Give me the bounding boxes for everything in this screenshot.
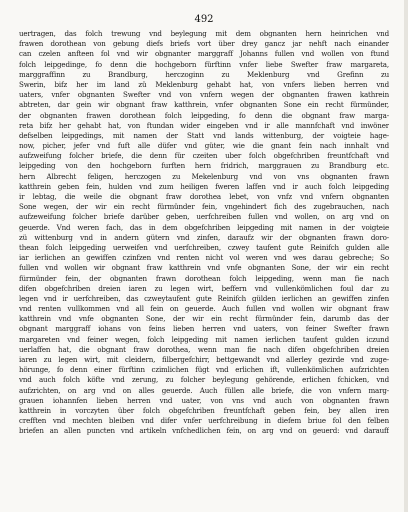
text-line: marggraffinn zu Brandburg, herczoginn zu Meklenburg vnd Grefinn zu: [19, 69, 389, 79]
page-edge-shadow: [404, 0, 408, 512]
text-line: legen vnd ir uerfchreiben, das czweytaufent gute Reinifch gülden ierlichen an gewiffen zinfen: [19, 293, 389, 303]
text-line: obgnant marggraff iohans von feins lieben herren vnd uaters, von feiner Swefter frawn: [19, 324, 389, 334]
text-line: uertragen, das folch trewung vnd beylegung mit dem obgnanten hern heinrichen vnd: [19, 29, 389, 38]
text-line: iar ierlichen an gewiffen czinfzen vnd renten nicht vol weren vnd wes darau gebreche; So: [19, 253, 389, 263]
page-number: 492: [194, 14, 214, 25]
text-line: defselben leipgedings, mit namen der Statt vnd lands wittenburg, der voigteie hage-: [19, 130, 389, 140]
text-line: now, picher, jefer vnd fuft alle düfer vnd güter, wie die gnant fein nach innhalt vnd: [19, 141, 389, 151]
text-line: hörunge, fo denn einer fürftinn czimlichen fügt vnd erlichen ift, vullenkömlichen aufzrichten: [19, 365, 389, 375]
body-text: [19, 29, 389, 437]
text-line: geuerde. Vnd weren fach, das in dem obgefchriben leipgeding mit namen in der voigteie: [19, 222, 389, 232]
text-line: katthrein vnd vnfe obgnanten Sone, der wir ein recht fürmünder fein, darumb das der: [19, 314, 389, 324]
text-line: vnd renten vullkommen vnd all fein on geuerde. Auch fullen vnd wollen wir obgnant fraw: [19, 304, 389, 314]
text-line: fürmünder fein, der obgnanten frawn dorothean folch leipgeding, wenn man fie nach: [19, 273, 389, 283]
text-line: ir lebtag, die weile die obgnant fraw dorothea lebet, von vnfz vnd vnfern obgnanten: [19, 192, 389, 201]
text-line: abtreten, dar gein wir obgnant fraw katthrein, vnfer obgnanten Sone ein recht fürmünder,: [19, 100, 389, 110]
text-line: zü wittenburg vnd in andern gütern vnd zinfen, daraufz wir der obgnanten frawn doro-: [19, 232, 389, 242]
text-line: katthrein in vorczyten über folch obgefchriben freuntfchaft geben fein, bey allen iren: [19, 405, 389, 415]
text-line: Sone wegen, der wir ein recht fürmünder fein, vngehindert fich des zugebrauchen, nach: [19, 202, 389, 212]
text-line: grauen iohannfen lieben herren vnd uater, von vns vnd auch von obgnanten frawn: [19, 395, 389, 405]
text-line: hern Albrecht feligen, herczogen zu Mekelenburg vnd von vns obgnanten frawn: [19, 171, 389, 181]
text-line: uerlaffen hat, die obgnant fraw dorothea, wenn man fie nach difen obgefchriben dreien: [19, 344, 389, 354]
text-line: difen obgefchriben dreien iaren zu legen wirt, beffern vnd vullenkömlichen foul dar zu: [19, 283, 389, 293]
text-line: thean folch leipgeding uerweifen vnd uerfchreiben, czwey taufent gute Reinifch gulden alle: [19, 242, 389, 252]
text-line: margareten vnd feiner wegen, folch leipgeding mit namen ierlichen taufent gulden iczund: [19, 334, 389, 344]
text-line: briefen an allen puncten vnd artikeln vnfchedlichen fein, on arg vnd on geuerd: vnd darauff: [19, 426, 389, 436]
text-line: leipgeding von den hochgeborn furften hern fridrich, marggrauen zu Brandburg etc.: [19, 161, 389, 171]
text-line: can czelen anfteen fol vnd wir obgnanter marggraff Johanns fullen vnd wollen von ftund: [19, 49, 389, 59]
text-line: fullen vnd wollen wir obgnant fraw katthrein vnd vnfe obgnanten Sone, der wir ein recht: [19, 263, 389, 273]
text-line: aufzrichten, on arg vnd on alles geuerde. Auch füllen alle briefe, die von vnfern marg-: [19, 385, 389, 395]
text-line: aufzweifung folcher briefe, die denn für czeiten uber folch obgefchriben freuntfchaft vnd: [19, 151, 389, 161]
text-line: aufzeweifung folcher briefe darüber geben, uerfchreiben fullen vnd wollen, on arg vnd on: [19, 212, 389, 222]
text-line: katthrein geben fein, hulden vnd zum heiligen fweren laffen vnd ir auch folch leipgeding: [19, 181, 389, 191]
text-line: crefften vnd mechten bleiben vnd difer vnfer uerfchreibung in diefem briue fol den felben: [19, 416, 389, 426]
text-line: iaren zu legen wirt, mit cleidern, filbergefchirr, bettgewandt vnd allerley gezirde vnd zuge-: [19, 355, 389, 364]
text-line: Swerin, bifz her im land zü Meklenburg gehabt hat, von vnfers lieben herren vnd: [19, 79, 389, 89]
text-line: reta bifz her gehabt hat, von ftundan wider eingeben vnd ir alle mannfchaft vnd inwöner: [19, 120, 389, 130]
text-line: der obgnanten frawen dorothean folch leipgeding, fo denn die obgnant fraw marga-: [19, 110, 389, 120]
text-line: folch leipgedinge, fo denn die hochgeborn fürftinn vnfer liebe Swefter fraw margareta,: [19, 59, 389, 69]
text-line: uaters, vnfer obgnanten Swefter vnd von vnfern wegen der obgnanten frawen kathrein: [19, 90, 389, 100]
text-line: vnd auch folch köfte vnd zerung, zu folcher beylegung gehörende, erlichen fchicken, vnd: [19, 375, 389, 385]
text-line: frawen dorothean von gebung diefs briefs vort über drey gancz jar nehft nach einander: [19, 39, 389, 49]
